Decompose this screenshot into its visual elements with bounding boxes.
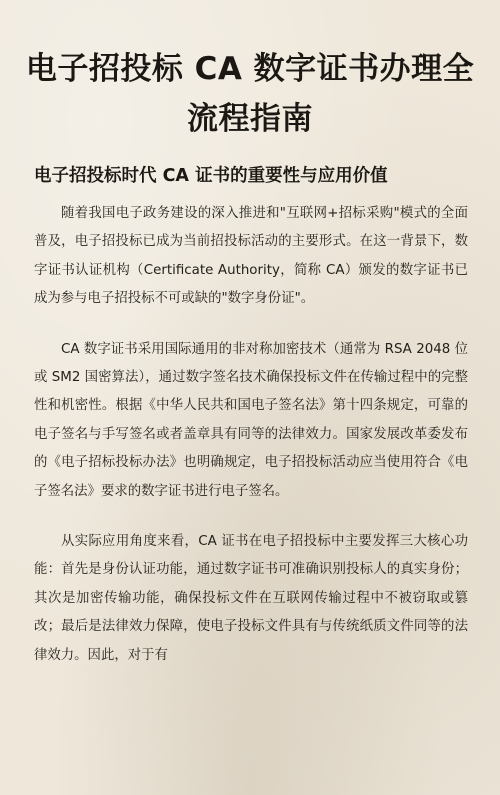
- paragraph-intro: 随着我国电子政务建设的深入推进和"互联网+招标采购"模式的全面普及，电子招投标已成为当前招投标活动的主要形式。在这一背景下，数字证书认证机构（Certificate Authority，简称 CA）颁发的数字证书已成为参与电子招投标不可或缺的"数字身份证"。: [34, 206, 468, 307]
- article-body: [34, 200, 468, 692]
- paragraph-functions: 从实际应用角度来看，CA 证书在电子招投标中主要发挥三大核心功能：首先是身份认证功能，通过数字证书可准确识别投标人的真实身份；其次是加密传输功能，确保投标文件在互联网传输过程中不被窃取或篡改；最后是法律效力保障，使电子投标文件具有与传统纸质文件同等的法律效力。因此，对于有: [34, 534, 468, 663]
- paragraph-technology: CA 数字证书采用国际通用的非对称加密技术（通常为 RSA 2048 位或 SM2 国密算法），通过数字签名技术确保投标文件在传输过程中的完整性和机密性。根据《中华人民共和国电子签名法》第十四条规定，可靠的电子签名与手写签名或者盖章具有同等的法律效力。国家发展改革委发布的《电子招标投标办法》也明确规定，电子招投标活动应当使用符合《电子签名法》要求的数字证书进行电子签名。: [34, 341, 468, 499]
- section-heading: 电子招投标时代 CA 证书的重要性与应用价值: [34, 166, 388, 186]
- page-title: 电子招投标 CA 数字证书办理全流程指南: [25, 51, 475, 137]
